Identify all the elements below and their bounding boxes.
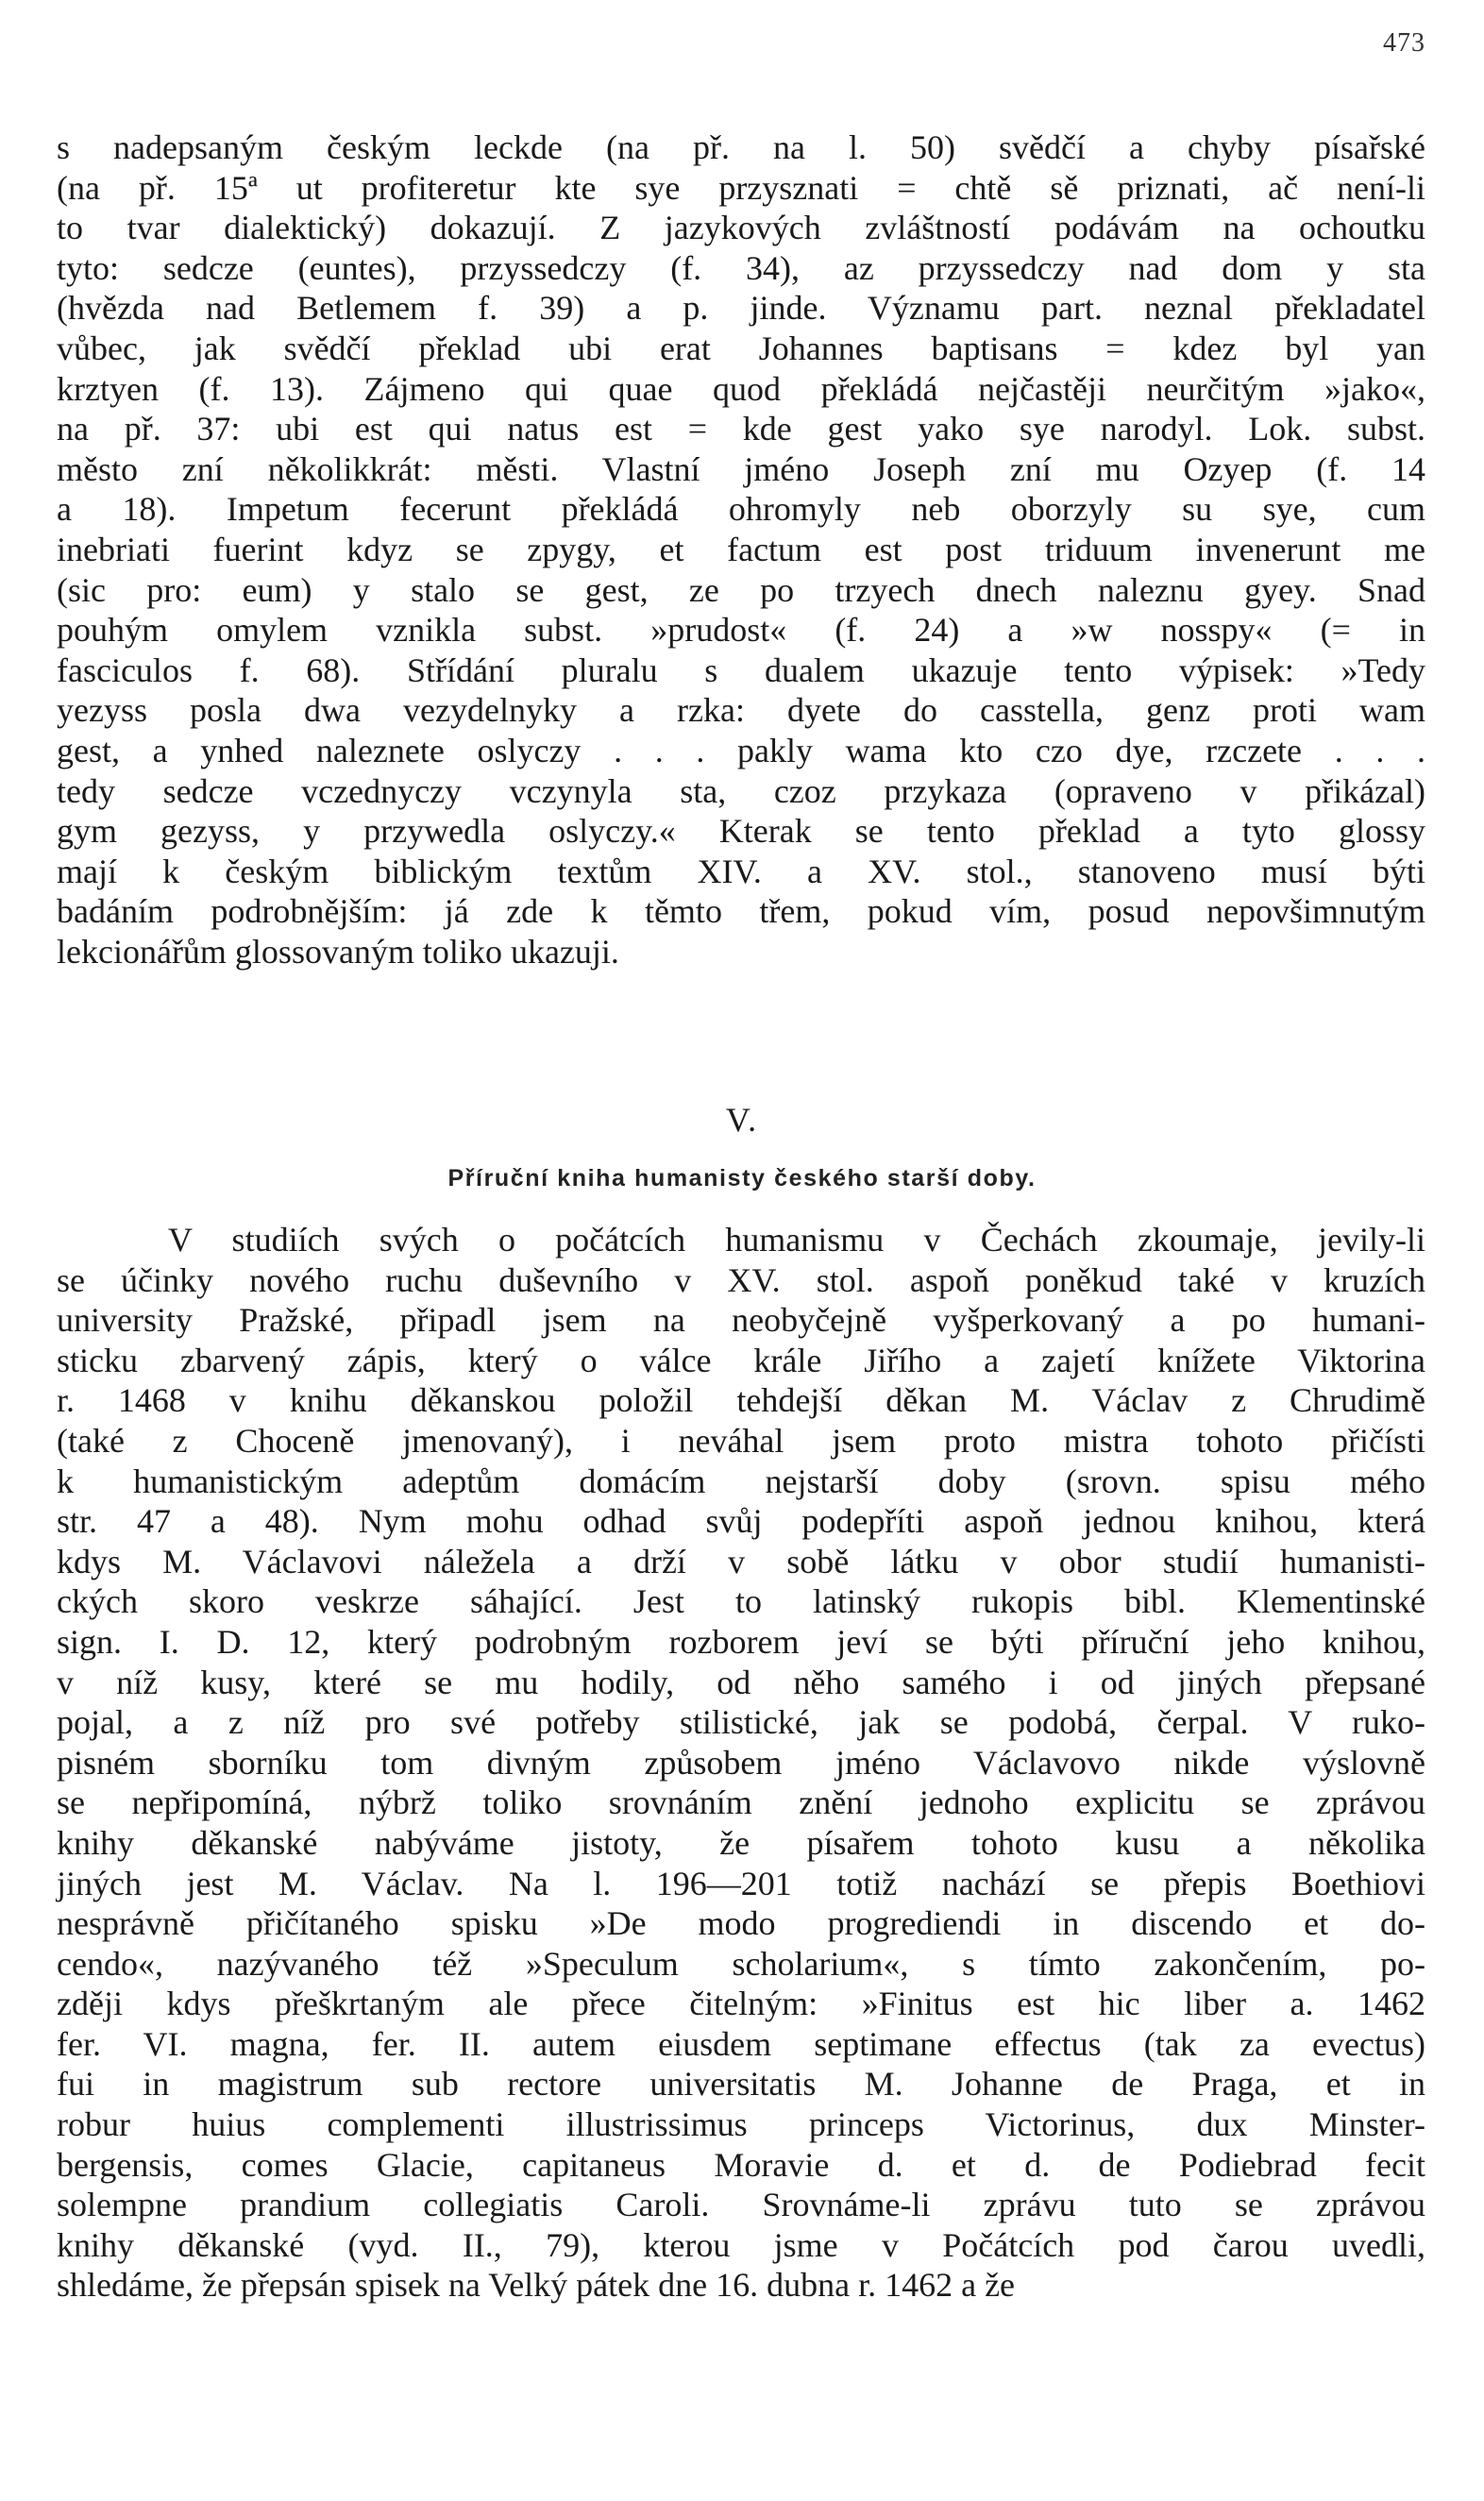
- text-line: mají k českým biblickým textům XIV. a XV. stol., stanoveno musí býti: [57, 852, 1425, 890]
- text-line: yezyss posla dwa vezydelnyky a rzka: dyete do casstella, genz proti wam: [57, 691, 1425, 730]
- text-line: s nadepsaným českým leckde (na př. na l. 50) svědčí a chyby písařské: [57, 128, 1425, 166]
- text-line: (na př. 15ª ut profiteretur kte sye przysznati = chtě sě priznati, ač není-li: [57, 168, 1425, 207]
- text-line: jiných jest M. Václav. Na l. 196—201 totiž nachází se přepis Boethiovi: [57, 1864, 1425, 1902]
- text-line: fui in magistrum sub rectore universitatis M. Johanne de Praga, et in: [57, 2065, 1425, 2104]
- text-line: sign. I. D. 12, který podrobným rozborem jeví se býti příruční jeho knihou,: [57, 1622, 1425, 1661]
- text-line: to tvar dialektický) dokazují. Z jazykových zvláštností podávám na ochoutku: [57, 209, 1425, 247]
- text-line: bergensis, comes Glacie, capitaneus Moravie d. et d. de Podiebrad fecit: [57, 2145, 1425, 2184]
- text-line: university Pražské, připadl jsem na neobyčejně vyšperkovaný a po humani-: [57, 1301, 1425, 1340]
- text-line: (také z Choceně jmenovaný), i neváhal jsem proto mistra tohoto přičísti: [57, 1421, 1425, 1460]
- text-line: město zní několikkrát: městi. Vlastní jméno Joseph zní mu Ozyep (f. 14: [57, 449, 1425, 488]
- text-line: gest, a ynhed naleznete oslyczy . . . pakly wama kto czo dye, rzczete . . .: [57, 731, 1425, 769]
- text-line: vůbec, jak svědčí překlad ubi erat Johannes baptisans = kdez byl yan: [57, 329, 1425, 367]
- text-line: V studiích svých o počátcích humanismu v Čechách zkoumaje, jevily-li: [168, 1221, 1425, 1259]
- text-line: knihy děkanské nabýváme jistoty, že písařem tohoto kusu a několika: [57, 1823, 1425, 1862]
- section-number: V.: [725, 1101, 759, 1139]
- text-line: shledáme, že přepsán spisek na Velký pátek dne 16. dubna r. 1462 a že: [57, 2266, 1016, 2305]
- text-line: k humanistickým adeptům domácím nejstarší doby (srovn. spisu mého: [57, 1462, 1425, 1500]
- text-line: se účinky nového ruchu duševního v XV. stol. aspoň poněkud také v kruzích: [57, 1260, 1425, 1299]
- text-line: fasciculos f. 68). Střídání pluralu s dualem ukazuje tento výpisek: »Tedy: [57, 651, 1425, 689]
- text-line: fer. VI. magna, fer. II. autem eiusdem septimane effectus (tak za evectus): [57, 2024, 1425, 2063]
- text-line: krztyen (f. 13). Zájmeno qui quae quod překládá nejčastěji neurčitým »jako«,: [57, 369, 1425, 408]
- text-line: v níž kusy, které se mu hodily, od něho samého i od jiných přepsané: [57, 1663, 1425, 1701]
- text-line: gym gezyss, y przywedla oslyczy.« Kterak se tento překlad a tyto glossy: [57, 812, 1425, 851]
- text-line: knihy děkanské (vyd. II., 79), kterou jsme v Počátcích pod čarou uvedli,: [57, 2225, 1425, 2264]
- text-line: tedy sedcze vczednyczy vczynyla sta, czoz przykaza (opraveno v přikázal): [57, 771, 1425, 810]
- text-line: sticku zbarvený zápis, který o válce krále Jiřího a zajetí knížete Viktorina: [57, 1341, 1425, 1379]
- text-line: ckých skoro veskrze sáhající. Jest to latinský rukopis bibl. Klementinské: [57, 1582, 1425, 1621]
- text-line: pouhým omylem vznikla subst. »prudost« (f. 24) a »w nosspy« (= in: [57, 611, 1425, 650]
- section-title: Příruční kniha humanisty českého starší doby.: [447, 1165, 1037, 1191]
- text-line: (sic pro: eum) y stalo se gest, ze po trzyech dnech naleznu gyey. Snad: [57, 570, 1425, 609]
- text-line: badáním podrobnějším: já zde k těmto třem, pokud vím, posud nepovšimnutým: [57, 892, 1425, 931]
- text-line: cendo«, nazývaného též »Speculum scholarium«, s tímto zakončením, po-: [57, 1944, 1425, 1983]
- text-line: kdys M. Václavovi náležela a drží v sobě látku v obor studií humanisti-: [57, 1542, 1425, 1580]
- page-number: 473: [1383, 28, 1425, 58]
- text-line: lekcionářům glossovaným toliko ukazuji.: [57, 932, 619, 971]
- text-line: nesprávně přičítaného spisku »De modo progrediendi in discendo et do-: [57, 1904, 1425, 1943]
- text-line: a 18). Impetum fecerunt překládá ohromyly neb oborzyly su sye, cum: [57, 490, 1425, 529]
- text-line: na př. 37: ubi est qui natus est = kde gest yako sye narodyl. Lok. subst.: [57, 410, 1425, 448]
- text-line: inebriati fuerint kdyz se zpygy, et factum est post triduum invenerunt me: [57, 530, 1425, 568]
- text-line: r. 1468 v knihu děkanskou položil tehdejší děkan M. Václav z Chrudimě: [57, 1381, 1425, 1420]
- text-line: zději kdys přeškrtaným ale přece čitelným: »Finitus est hic liber a. 1462: [57, 1985, 1425, 2023]
- text-line: robur huius complementi illustrissimus princeps Victorinus, dux Minster-: [57, 2105, 1425, 2144]
- text-line: pojal, a z níž pro své potřeby stilistické, jak se podobá, čerpal. V ruko-: [57, 1703, 1425, 1742]
- text-line: se nepřipomíná, nýbrž toliko srovnáním znění jednoho explicitu se zprávou: [57, 1783, 1425, 1822]
- text-line: tyto: sedcze (euntes), przyssedczy (f. 34), az przyssedczy nad dom y sta: [57, 248, 1425, 287]
- text-line: str. 47 a 48). Nym mohu odhad svůj podepříti aspoň jednou knihou, která: [57, 1502, 1425, 1541]
- paragraph-continued: [57, 127, 1425, 972]
- text-line: pisném sborníku tom divným způsobem jméno Václavovo nikde výslovně: [57, 1743, 1425, 1782]
- paragraph-section-v: [57, 1220, 1425, 2306]
- text-line: solempne prandium collegiatis Caroli. Srovnáme-li zprávu tuto se zprávou: [57, 2186, 1425, 2224]
- text-line: (hvězda nad Betlemem f. 39) a p. jinde. Významu part. neznal překladatel: [57, 289, 1425, 328]
